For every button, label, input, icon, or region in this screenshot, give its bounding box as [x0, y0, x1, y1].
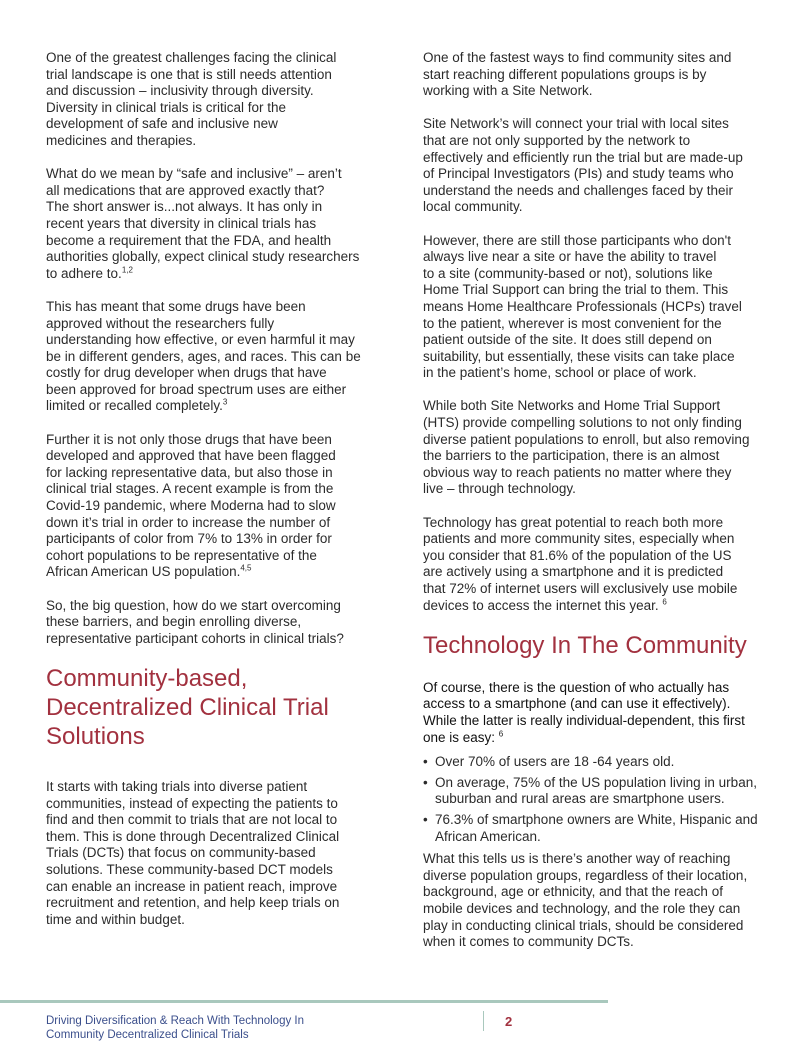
right-column: [423, 50, 768, 967]
footer-document-title: Driving Diversification & Reach With Technology In Community Decentralized Clinical Trials: [46, 1015, 305, 1041]
left-column: [46, 50, 368, 945]
bullet-icon: •: [423, 811, 428, 827]
bullet-icon: •: [423, 774, 428, 790]
footer-separator: [483, 1011, 484, 1031]
footnote-ref: 6: [498, 729, 504, 739]
paragraph-dct-intro: It starts with taking trials into diverse patient communities, instead of expecting the patients to find and then commit to trials that are not local to them. This is done through Decentralized Clinical Trials (DCTs) that focus on community-based solutions. These community-based DCT models can enable an increase in patient reach, improve recruitment and retention, and help keep trials on time and within budget.: [46, 778, 340, 927]
bullet-icon: •: [423, 754, 428, 770]
paragraph-home-trial-support: However, there are still those participants who don't always live near a site or have the ability to travel to a site (community-based or not), solutions like Home Trial Support can bring the trial to them. This means Home Healthcare Professionals (HCPs) travel to the patient, wherever is most convenient for the patient outside of the site. It does still depend on suitability, but essentially, these visits can take place in the patient’s home, school or place of work.: [423, 232, 742, 381]
paragraph-safe-inclusive: What do we mean by “safe and inclusive” – aren’t all medications that are approved exactly that? The short answer is...not always. It has only in recent years that diversity in clinical trials has become a requirement that the FDA, and health authorities globally, expect clinical study researchers to adhere to.$^{1,2}$: [46, 166, 360, 281]
footnote-ref: 3: [222, 397, 228, 407]
paragraph-approved-drugs: This has meant that some drugs have been approved without the researchers fully understanding how effective, or even harmful it may be in different genders, ages, and races. This can be costly for drug developer when drugs that have been approved for broad spectrum uses are either limited or recalled completely.$^3$: [46, 298, 361, 414]
paragraph-smartphone-access: Of course, there is the question of who actually has access to a smartphone (and can use it effectively). While the latter is really individual-dependent, this first one is easy: $^6$: [423, 679, 745, 745]
section-heading-technology: Technology In The Community: [423, 631, 747, 659]
list-item: • Over 70% of users are 18 -64 years old.: [423, 754, 675, 770]
bullet-list: [423, 754, 768, 845]
page-number: 2: [505, 1014, 513, 1029]
footer-divider: [0, 1000, 608, 1003]
paragraph-big-question: So, the big question, how do we start overcoming these barriers, and begin enrolling diverse, representative participant cohorts in clinical trials?: [46, 597, 344, 646]
footnote-ref: 1,2: [121, 265, 133, 275]
paragraph-flagged-drugs: Further it is not only those drugs that have been developed and approved that have been flagged for lacking representative data, but also those in clinical trial stages. A recent example is from the Covid-19 pandemic, where Moderna had to slow down it’s trial in order to increase the number of participants of color from 7% to 13% in order for cohort populations to be representative of the African American US population.$^{4,5}$: [46, 431, 336, 580]
footnote-ref: 6: [662, 597, 667, 607]
section-heading-community-dct: Community-based, Decentralized Clinical Trial Solutions: [46, 664, 329, 750]
paragraph-site-networks-connect: Site Network’s will connect your trial with local sites that are not only supported by the network to effectively and efficiently run the trial but are made-up of Principal Investigators (PIs) and study teams who understand the needs and challenges faced by their local community.: [423, 116, 743, 215]
list-item: • 76.3% of smartphone owners are White, Hispanic and African American.: [423, 811, 758, 844]
paragraph-site-network: One of the fastest ways to find community sites and start reaching different populations groups is by working with a Site Network.: [423, 50, 732, 99]
list-item: • On average, 75% of the US population living in urban, suburban and rural areas are smartphone users.: [423, 774, 757, 807]
paragraph-challenges: One of the greatest challenges facing the clinical trial landscape is one that is still needs attention and discussion – inclusivity through diversity. Diversity in clinical trials is critical for the development of safe and inclusive new medicines and therapies.: [46, 50, 337, 148]
paragraph-smartphone-stats: Technology has great potential to reach both more patients and more community sites, especially when you consider that 81.6% of the population of the US are actively using a smartphone and it is predicted that 72% of internet users will exclusively use mobile devices to access the internet this year. $^6$: [423, 514, 738, 613]
footnote-ref: 4,5: [240, 563, 252, 573]
paragraph-hts-technology: While both Site Networks and Home Trial Support (HTS) provide compelling solutions to not only finding diverse patient populations to enroll, but also removing the barriers to the participation, there is an almost obvious way to reach patients no matter where they live – through technology.: [423, 398, 750, 497]
paragraph-closing: What this tells us is there’s another way of reaching diverse population groups, regardless of their location, background, age or ethnicity, and that the reach of mobile devices and technology, and the role they can play in conducting clinical trials, should be considered when it comes to community DCTs.: [423, 851, 748, 950]
